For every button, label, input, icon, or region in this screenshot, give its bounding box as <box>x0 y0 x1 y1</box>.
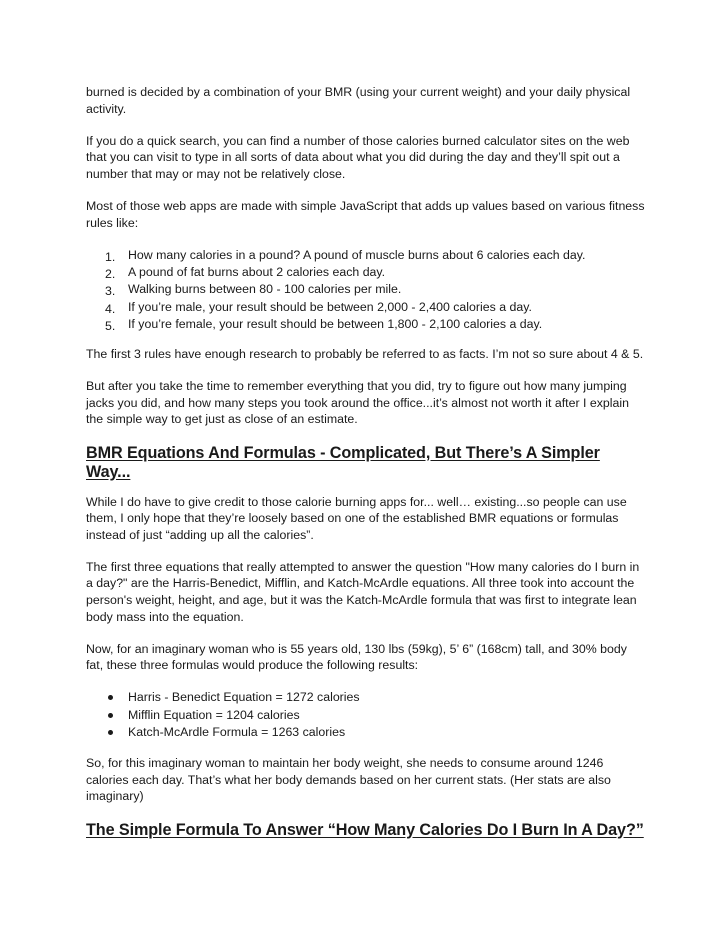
fitness-rules-list <box>86 247 646 333</box>
list-item-text: Walking burns between 80 - 100 calories per mile. <box>128 282 402 297</box>
bullet-icon <box>108 713 113 718</box>
list-item-text: If you’re male, your result should be between 2,000 - 2,400 calories a day. <box>128 299 532 314</box>
list-number: 4. <box>105 301 116 316</box>
list-number: 2. <box>105 266 116 281</box>
list-item-text: Harris - Benedict Equation = 1272 calories <box>128 690 360 705</box>
list-number: 1. <box>105 249 116 264</box>
bullet-icon <box>108 730 113 735</box>
list-item-text: Mifflin Equation = 1204 calories <box>128 707 300 722</box>
list-item <box>86 724 646 741</box>
list-item <box>86 299 646 316</box>
document-page <box>86 84 646 852</box>
list-item <box>86 316 646 333</box>
formula-results-list <box>86 689 646 741</box>
paragraph-imaginary-woman: Now, for an imaginary woman who is 55 years old, 130 lbs (59kg), 5’ 6” (168cm) tall, and 30% body fat, these three formulas would produce the following results: <box>86 641 627 673</box>
paragraph-not-worth-it: But after you take the time to remember everything that you did, try to figure out how many jumping jacks you did, and how many steps you took around the office...it’s almost not worth it after I explain the simple way to get just as close of an estimate. <box>86 379 629 427</box>
heading-bmr-equations: BMR Equations And Formulas - Complicated, But There’s A Simpler Way... <box>86 443 600 481</box>
heading-simple-formula: The Simple Formula To Answer “How Many Calories Do I Burn In A Day?” <box>86 820 644 839</box>
list-item-text: If you’re female, your result should be between 1,800 - 2,100 calories a day. <box>128 316 543 331</box>
list-item-text: Katch-McArdle Formula = 1263 calories <box>128 724 346 739</box>
list-item <box>86 281 646 298</box>
list-item <box>86 247 646 264</box>
paragraph-rules-facts: The first 3 rules have enough research to probably be referred to as facts. I’m not so sure about 4 & 5. <box>86 347 644 362</box>
paragraph-three-equations: The first three equations that really attempted to answer the question "How many calories do I burn in a day?" are the Harris-Benedict, Mifflin, and Katch-McArdle equations. All three took into account the person's weight, height, and age, but it was the Katch-McArdle formula that was first to integrate lean body mass into the equation. <box>86 559 640 624</box>
list-item <box>86 689 646 706</box>
paragraph-calculator-sites: If you do a quick search, you can find a number of those calories burned calculator sites on the web that you can visit to type in all sorts of data about what you did during the day and they’ll spit out a number that may or may not be relatively close. <box>86 133 630 181</box>
list-item-text: How many calories in a pound? A pound of muscle burns about 6 calories each day. <box>128 247 586 262</box>
paragraph-web-apps: Most of those web apps are made with simple JavaScript that adds up values based on various fitness rules like: <box>86 198 645 230</box>
paragraph-calorie-apps: While I do have to give credit to those calorie burning apps for... well… existing...so people can use them, I only hope that they’re loosely based on one of the established BMR equations or formulas instead of just “adding up all the calories”. <box>86 494 627 542</box>
list-item <box>86 264 646 281</box>
list-number: 5. <box>105 318 116 333</box>
list-number: 3. <box>105 284 116 299</box>
bullet-icon <box>108 695 113 700</box>
list-item-text: A pound of fat burns about 2 calories each day. <box>128 264 386 279</box>
paragraph-maintain-weight: So, for this imaginary woman to maintain her body weight, she needs to consume around 1246 calories each day. That’s what her body demands based on her current stats. (Her stats are also imaginary) <box>86 756 611 804</box>
paragraph-bmr-intro: burned is decided by a combination of your BMR (using your current weight) and your daily physical activity. <box>86 85 631 116</box>
list-item <box>86 707 646 724</box>
